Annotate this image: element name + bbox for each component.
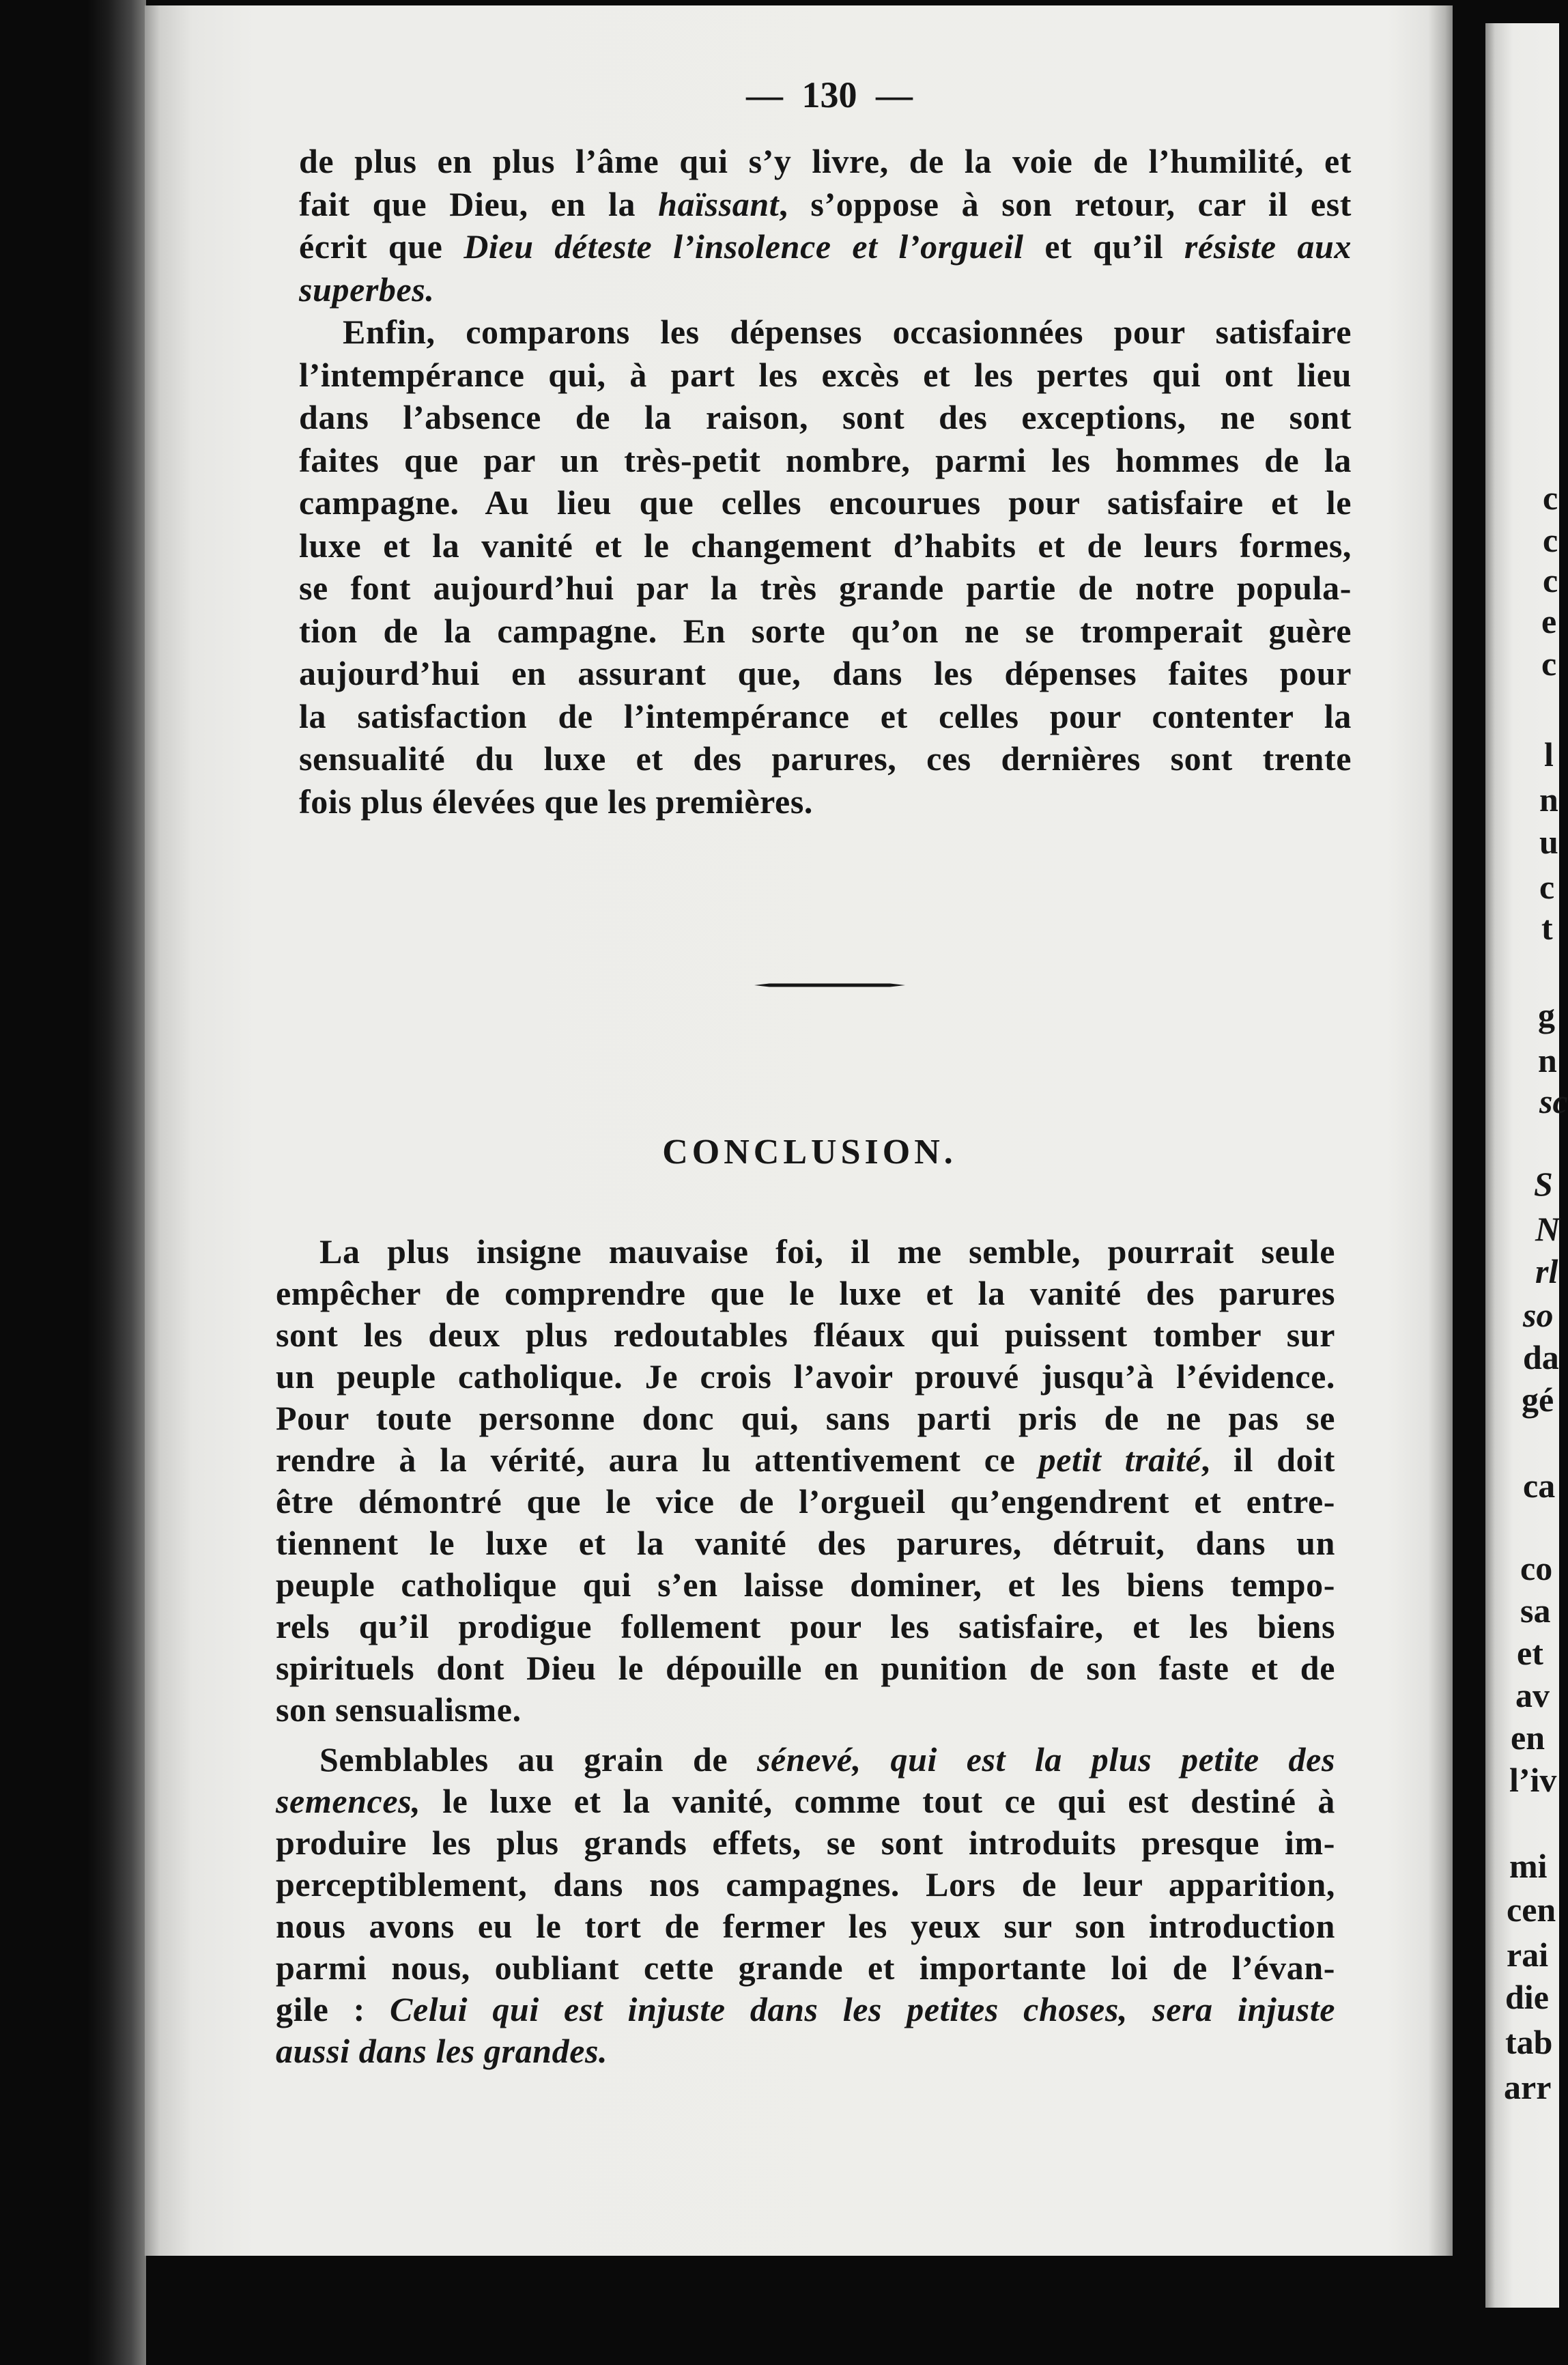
text-line — [276, 1523, 1335, 1564]
cropped-text-fragment: co — [1520, 1549, 1553, 1587]
text-run: écrit que — [299, 227, 464, 266]
cropped-text-fragment: rai — [1507, 1936, 1549, 1974]
text-run: tiennent le luxe et la vanité des parures, détruit, dans un — [276, 1524, 1335, 1562]
text-run: peuple catholique qui s’en laisse dominer, et les biens tempo- — [276, 1566, 1335, 1604]
section-divider — [754, 982, 905, 989]
conclusion-text — [276, 1231, 1335, 2072]
text-run: Enfin, comparons les dépenses occasionnées pour satisfaire — [343, 313, 1352, 351]
text-run: Semblables au grain de — [319, 1740, 757, 1779]
text-run: de plus en plus l’âme qui s’y livre, de la voie de l’humilité, et — [299, 142, 1352, 180]
cropped-text-fragment: t — [1541, 909, 1553, 947]
paragraph — [276, 1231, 1335, 1731]
cropped-text-fragment: c — [1543, 521, 1558, 559]
text-line — [299, 481, 1352, 524]
text-run: luxe et la vanité et le changement d’habits et de leurs formes, — [299, 526, 1352, 565]
cropped-text-fragment: l’iv — [1509, 1761, 1557, 1799]
text-line — [299, 140, 1352, 183]
italic-text: Celui qui est injuste dans les petites choses, sera injuste — [390, 1990, 1336, 2028]
text-line — [276, 1647, 1335, 1689]
paragraph — [299, 311, 1352, 823]
text-line — [299, 225, 1352, 268]
text-run: gile : — [276, 1990, 390, 2028]
italic-text: résiste aux — [1184, 227, 1352, 266]
text-line — [276, 1273, 1335, 1314]
text-run: rendre à la vérité, aura lu attentivement ce — [276, 1441, 1039, 1479]
text-line — [276, 1906, 1335, 1947]
text-run: le luxe et la vanité, comme tout ce qui est destiné à — [420, 1782, 1335, 1820]
cropped-text-fragment: n — [1538, 1041, 1557, 1079]
cropped-text-fragment: e — [1541, 602, 1557, 640]
cropped-text-fragment: sc — [1539, 1082, 1568, 1120]
cropped-text-fragment: so — [1523, 1296, 1554, 1334]
cropped-text-fragment: mi — [1509, 1847, 1548, 1885]
text-line — [276, 1864, 1335, 1906]
text-line — [276, 1356, 1335, 1398]
text-line — [276, 1822, 1335, 1864]
text-run: sont les deux plus redoutables fléaux qui puissent tomber sur — [276, 1316, 1335, 1354]
cropped-text-fragment: en — [1511, 1718, 1545, 1757]
paragraph — [276, 1739, 1335, 2072]
italic-text: petit traité — [1038, 1441, 1201, 1479]
text-line — [299, 354, 1352, 397]
cropped-text-fragment: u — [1539, 823, 1558, 861]
text-run: dans l’absence de la raison, sont des exceptions, ne sont — [299, 398, 1352, 436]
italic-text: semences, — [276, 1782, 421, 1820]
text-line — [276, 1231, 1335, 1273]
text-line — [299, 524, 1352, 567]
cropped-text-fragment: l — [1544, 735, 1554, 774]
text-run: perceptiblement, dans nos campagnes. Lors de leur apparition, — [276, 1865, 1335, 1903]
section-heading: CONCLUSION. — [662, 1133, 957, 1172]
text-run: un peuple catholique. Je crois l’avoir prouvé jusqu’à l’évidence. — [276, 1357, 1335, 1396]
text-run: empêcher de comprendre que le luxe et la vanité des parures — [276, 1274, 1335, 1312]
text-line — [276, 1439, 1335, 1481]
text-run: son sensualisme. — [276, 1690, 522, 1729]
text-run: être démontré que le vice de l’orgueil qu’engendrent et entre- — [276, 1482, 1335, 1520]
page-number: — 130 — — [746, 74, 913, 115]
text-run: campagne. Au lieu que celles encourues pour satisfaire et le — [299, 483, 1352, 522]
text-line — [299, 780, 1352, 823]
text-run: faites que par un très-petit nombre, parmi les hommes de la — [299, 440, 1352, 479]
text-line — [276, 1989, 1335, 2030]
text-line — [276, 2030, 1335, 2072]
italic-text: haïssant — [658, 184, 780, 223]
text-run: parmi nous, oubliant cette grande et importante loi de l’évan- — [276, 1949, 1335, 1987]
text-line — [276, 1739, 1335, 1781]
cropped-text-fragment: c — [1541, 645, 1557, 683]
text-line — [276, 1398, 1335, 1439]
text-run: et qu’il — [1023, 227, 1184, 266]
text-run: , s’oppose à son retour, car il est — [779, 184, 1352, 223]
text-line — [276, 1689, 1335, 1731]
italic-text: Dieu déteste l’insolence et l’orgueil — [464, 227, 1024, 266]
text-run: aujourd’hui en assurant que, dans les dépenses faites pour — [299, 654, 1352, 692]
cropped-text-fragment: g — [1538, 996, 1555, 1034]
text-run: fois plus élevées que les premières. — [299, 782, 813, 821]
italic-text: sénevé, qui est la plus petite des — [756, 1740, 1336, 1779]
text-run: spirituels dont Dieu le dépouille en punition de son faste et de — [276, 1649, 1335, 1687]
cropped-text-fragment: ca — [1523, 1467, 1556, 1505]
cropped-text-fragment: N — [1535, 1210, 1560, 1248]
text-run: rels qu’il prodigue follement pour les satisfaire, et les biens — [276, 1607, 1335, 1645]
text-line — [276, 1314, 1335, 1356]
text-run: fait que Dieu, en la — [299, 184, 659, 223]
cropped-text-fragment: cen — [1507, 1890, 1556, 1929]
text-line — [299, 183, 1352, 226]
cropped-text-fragment: tab — [1505, 2023, 1553, 2061]
text-line — [299, 311, 1352, 354]
text-run: , il doit — [1201, 1441, 1335, 1479]
italic-text: aussi dans les grandes. — [276, 2032, 608, 2070]
text-line — [276, 1606, 1335, 1647]
italic-text: superbes. — [299, 270, 435, 309]
text-line — [299, 439, 1352, 482]
cropped-text-fragment: sa — [1520, 1591, 1551, 1630]
text-run: nous avons eu le tort de fermer les yeux sur son introduction — [276, 1907, 1335, 1945]
text-line — [299, 695, 1352, 738]
text-run: produire les plus grands effets, se sont introduits presque im- — [276, 1824, 1335, 1862]
text-run: Pour toute personne donc qui, sans parti pris de ne pas se — [276, 1399, 1335, 1437]
cropped-text-fragment: die — [1505, 1978, 1549, 2016]
text-line — [299, 610, 1352, 653]
text-line — [299, 737, 1352, 780]
paragraph — [299, 140, 1352, 311]
cropped-text-fragment: c — [1543, 479, 1558, 517]
book-binding-shadow — [87, 0, 146, 2365]
cropped-text-fragment: n — [1539, 780, 1558, 819]
text-run: se font aujourd’hui par la très grande partie de notre popula- — [299, 569, 1352, 607]
cropped-text-fragment: arr — [1504, 2068, 1552, 2106]
text-run: tion de la campagne. En sorte qu’on ne se tromperait guère — [299, 611, 1352, 650]
cropped-text-fragment: c — [1539, 868, 1555, 906]
text-run: La plus insigne mauvaise foi, il me semble, pourrait seule — [319, 1232, 1335, 1271]
cropped-text-fragment: S — [1534, 1165, 1553, 1203]
text-run: sensualité du luxe et des parures, ces dernières sont trente — [299, 739, 1352, 778]
right-book-page-edge — [1485, 23, 1568, 2308]
cropped-text-fragment: da — [1523, 1338, 1559, 1376]
left-book-page — [145, 5, 1453, 2256]
cropped-text-fragment: et — [1517, 1634, 1543, 1672]
text-line — [276, 1781, 1335, 1822]
cropped-text-fragment: c — [1543, 561, 1558, 599]
text-line — [299, 652, 1352, 695]
body-text — [299, 140, 1352, 823]
text-line — [299, 396, 1352, 439]
text-run: l’intempérance qui, à part les excès et les pertes qui ont lieu — [299, 355, 1352, 394]
text-line — [276, 1564, 1335, 1606]
text-line — [299, 567, 1352, 610]
text-line — [276, 1481, 1335, 1523]
text-line — [276, 1947, 1335, 1989]
cropped-text-fragment: rl — [1535, 1252, 1558, 1290]
cropped-text-fragment: av — [1515, 1676, 1550, 1714]
text-line — [299, 268, 1352, 311]
text-run: la satisfaction de l’intempérance et celles pour contenter la — [299, 696, 1352, 735]
cropped-text-fragment: gé — [1522, 1380, 1554, 1419]
